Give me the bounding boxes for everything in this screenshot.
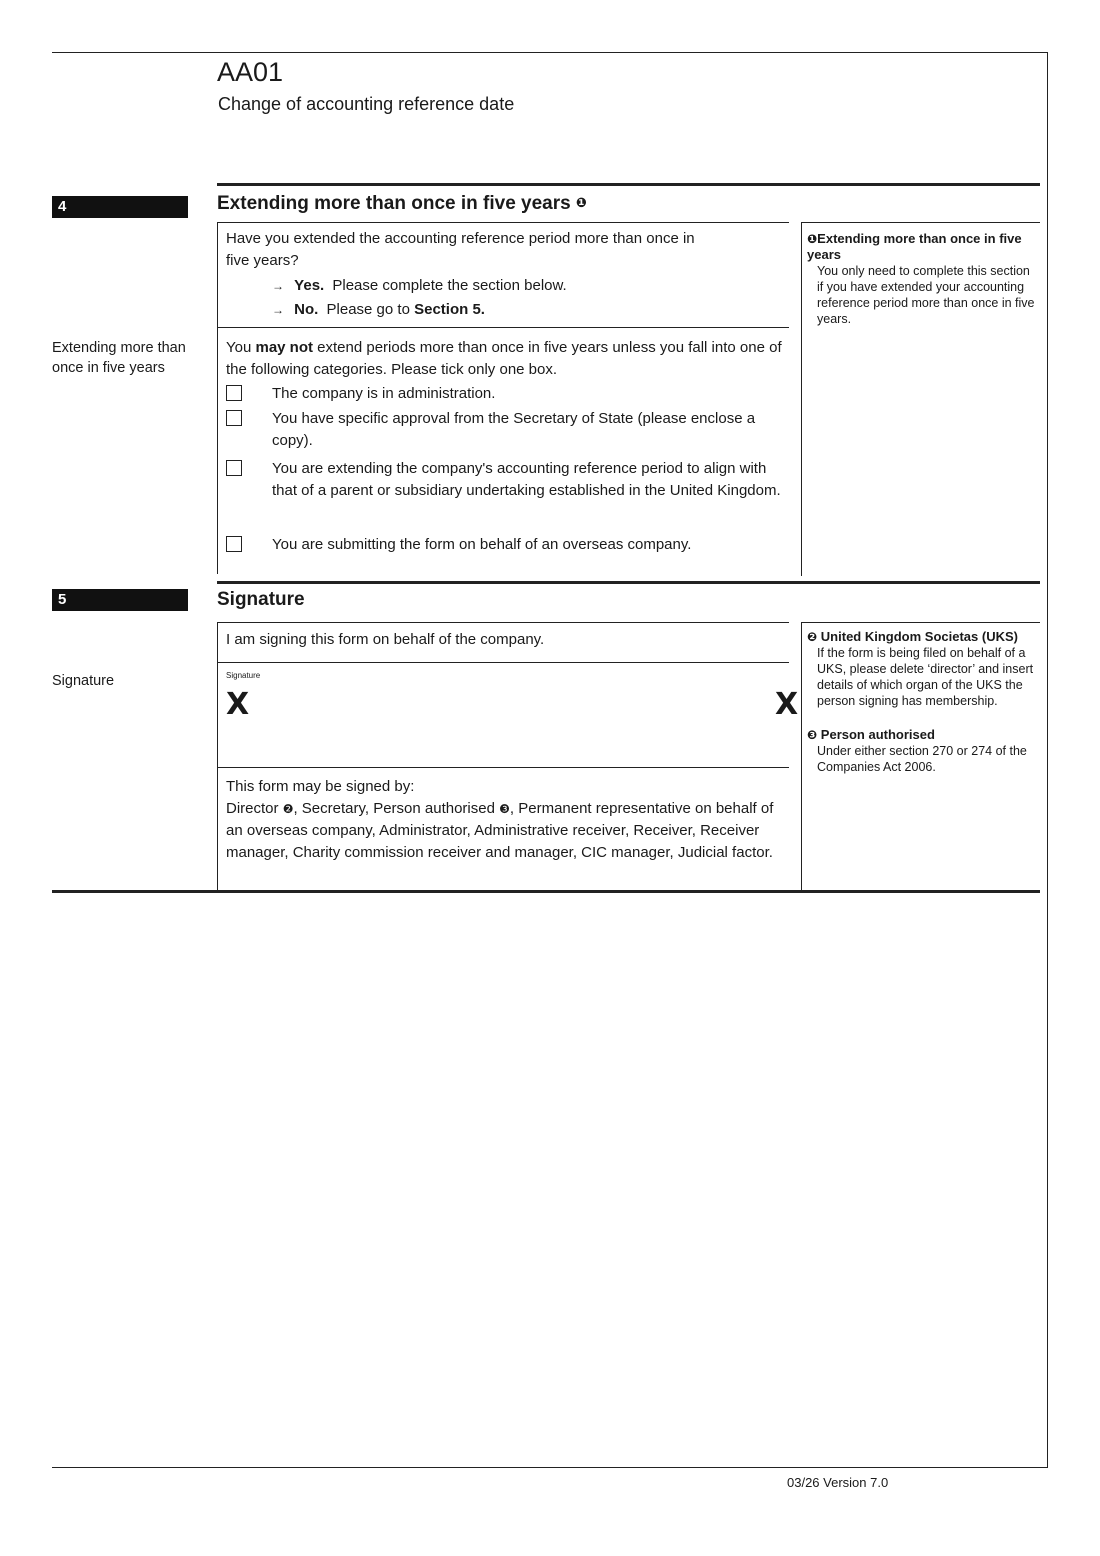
signed-by-list — [226, 798, 786, 864]
note-3 — [807, 727, 1039, 775]
note-1-top-rule — [801, 222, 1040, 223]
question-line-2: five years? — [226, 252, 299, 269]
no-option — [272, 299, 485, 321]
section-4-box-left — [217, 222, 218, 574]
no-section-ref: Section 5. — [414, 301, 485, 318]
no-label: No. — [294, 301, 319, 318]
signature-x-mark-right: X — [775, 687, 799, 722]
section-5-title: Signature — [217, 589, 305, 610]
section-4-left-label: Extending more than once in five years — [52, 340, 186, 376]
option-label: You are submitting the form on behalf of an overseas company. — [272, 536, 692, 553]
signed-by-middle: , Secretary, Person authorised — [293, 800, 495, 817]
intro-post: extend periods more than once in five years unless you fall into one of the following categories. Please tick only one box. — [226, 339, 782, 378]
signed-by-info — [226, 776, 786, 864]
section-4-title — [217, 191, 587, 216]
no-text: Please go to — [326, 301, 410, 318]
note-2-text: If the form is being filed on behalf of a UKS, please delete ‘director’ and insert details of which organ of the UKS the person signing has membership. — [817, 646, 1034, 708]
signature-x-mark-left: X — [226, 687, 250, 722]
form-code: AA01 — [217, 57, 284, 87]
form-subtitle: Change of accounting reference date — [218, 94, 515, 114]
bottom-rule — [52, 1467, 1048, 1468]
section-4-number: 4 — [52, 196, 188, 218]
note-3-ref-icon: ❸ — [499, 802, 510, 816]
footer-version: 03/26 Version 7.0 — [787, 1475, 889, 1490]
signing-statement: I am signing this form on behalf of the company. — [226, 631, 545, 648]
note-1-text: You only need to complete this section if you have extended your accounting reference period more than once in five years. — [817, 264, 1035, 326]
checkbox-overseas[interactable] — [226, 536, 242, 552]
checkbox-administration[interactable] — [226, 385, 242, 401]
note-2-left-rule — [801, 622, 802, 890]
option-label: You have specific approval from the Secretary of State (please enclose a copy). — [272, 410, 756, 449]
arrow-right-icon: → — [272, 303, 284, 317]
note-2-top-rule — [801, 622, 1040, 623]
intro-bold: may not — [255, 339, 313, 356]
note-2-ref-icon: ❷ — [282, 802, 294, 816]
note-1 — [807, 231, 1039, 327]
note-1-title: Extending more than once in five years — [807, 231, 1022, 262]
note-2-title: United Kingdom Societas (UKS) — [820, 629, 1018, 644]
note-1-glyph: ❶ — [807, 232, 818, 246]
checkbox-align-parent[interactable] — [226, 460, 242, 476]
intro-pre: You — [226, 339, 252, 356]
signed-by-director: Director — [226, 800, 279, 817]
top-rule — [52, 52, 1048, 53]
section-5-bottom-rule — [52, 890, 1040, 893]
section-4-top-rule — [217, 183, 1040, 186]
section-5-box-top — [217, 622, 789, 623]
option-row-align — [226, 458, 786, 524]
note-2 — [807, 629, 1039, 709]
section-4-box-top — [217, 222, 789, 223]
note-2-glyph: ❷ — [807, 630, 818, 644]
option-label: The company is in administration. — [272, 385, 496, 402]
option-row-overseas — [226, 534, 786, 556]
question-line-1: Have you extended the accounting reference period more than once in — [226, 230, 695, 247]
option-row-approval — [226, 408, 786, 452]
section-5-left-label: Signature — [52, 673, 115, 689]
yes-option — [272, 275, 567, 297]
section-4-question — [226, 228, 786, 272]
note-3-glyph: ❸ — [807, 728, 818, 742]
section-4-title-text: Extending more than once in five years — [217, 193, 571, 214]
note-1-left-rule — [801, 222, 802, 576]
signature-field-label: Signature — [226, 671, 261, 680]
section-5-number: 5 — [52, 589, 188, 611]
note-3-text: Under either section 270 or 274 of the Companies Act 2006. — [817, 744, 1027, 774]
note-1-ref-icon: ❶ — [576, 195, 588, 210]
section-5-top-rule — [217, 581, 1040, 584]
signed-by-rest: , Permanent representative on behalf of an overseas company, Administrator, Administrative receiver, Receiver, Receiver manager, Charity commission receiver and manager, CIC manager, Judicial factor. — [226, 800, 774, 861]
option-row-administration — [226, 383, 786, 405]
signature-box-bottom — [217, 767, 789, 768]
signature-field[interactable] — [218, 663, 799, 767]
arrow-right-icon: → — [272, 279, 284, 293]
note-3-title: Person authorised — [820, 727, 935, 742]
section-4-intro — [226, 337, 786, 381]
checkbox-secretary-approval[interactable] — [226, 410, 242, 426]
section-4-divider — [217, 327, 789, 328]
signed-by-heading: This form may be signed by: — [226, 778, 415, 795]
yes-label: Yes. — [294, 277, 325, 294]
right-frame — [1047, 52, 1048, 1468]
option-label: You are extending the company's accounting reference period to align with that of a parent or subsidiary undertaking established in the United Kingdom. — [272, 460, 781, 499]
yes-text: Please complete the section below. — [332, 277, 567, 294]
